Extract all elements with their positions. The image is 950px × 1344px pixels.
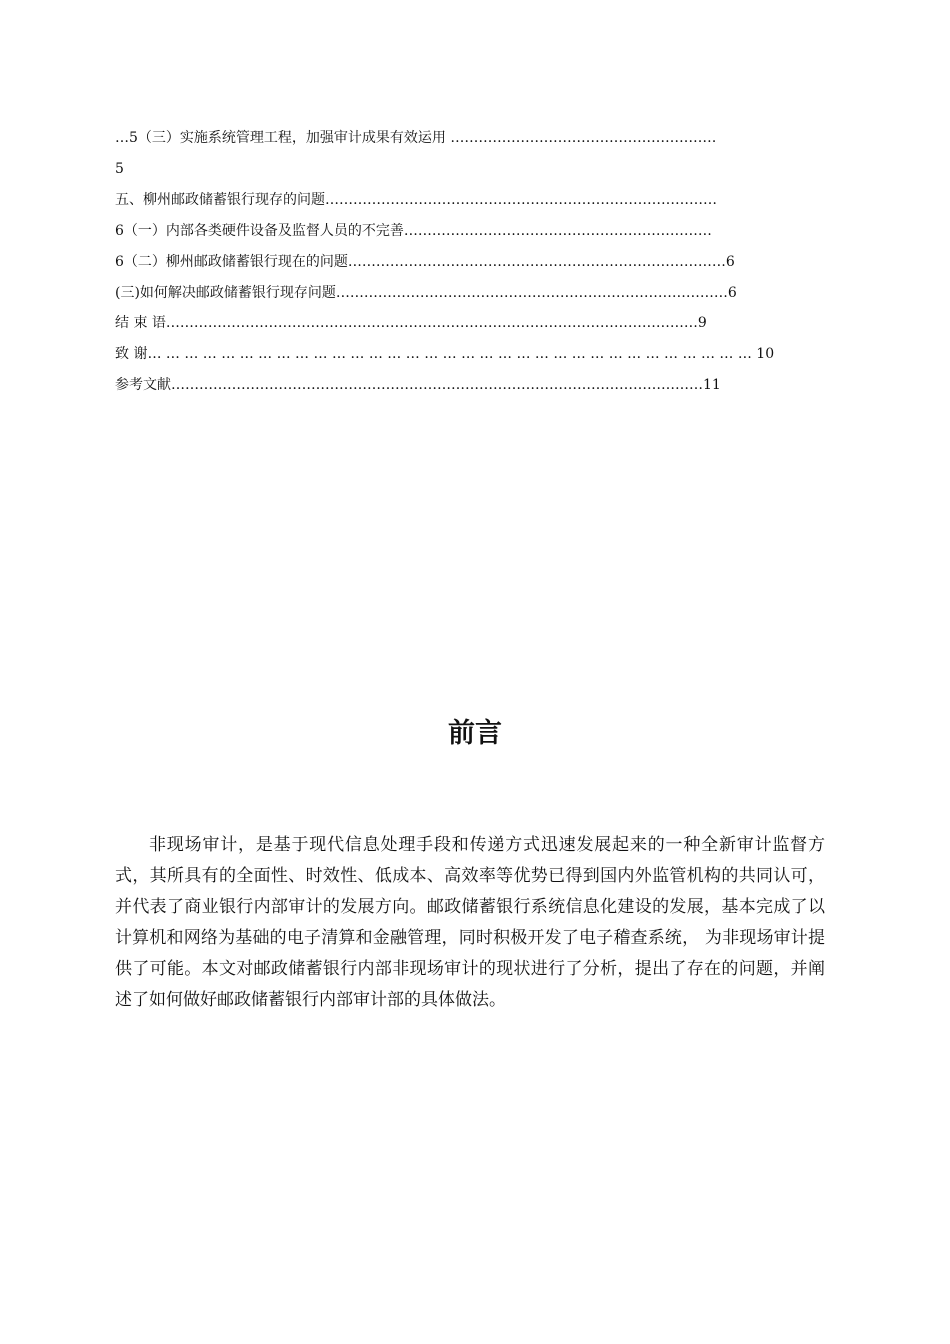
toc-entry[interactable]: 6（二）柳州邮政储蓄银行现在的问题………………………………………………………………………6 [115,254,735,270]
toc-entry[interactable]: (三)如何解决邮政储蓄银行现存问题…………………………………………………………………………6 [115,285,737,301]
toc-entry[interactable]: 结 束 语……………………………………………………………………………………………………9 [115,315,707,331]
toc-entry[interactable]: …5（三）实施系统管理工程，加强审计成果有效运用 ………………………………………………… [115,130,717,146]
toc-entry[interactable]: 参考文献……………………………………………………………………………………………………11 [115,377,721,393]
toc-page-number: 5 [115,161,124,177]
toc-entry[interactable]: 致 谢… … … … … … … … … … … … … … … … … … … … … … … … … … … … … … … … … 10 [115,346,775,362]
preface-title: 前言 [448,718,502,749]
toc-entry[interactable]: 五、柳州邮政储蓄银行现存的问题………………………………………………………………………… [115,192,717,208]
toc-entry[interactable]: 6（一）内部各类硬件设备及监督人员的不完善………………………………………………………… [115,223,712,239]
preface-body: 非现场审计，是基于现代信息处理手段和传递方式迅速发展起来的一种全新审计监督方式，其所具有的全面性、时效性、低成本、高效率等优势已得到国内外监管机构的共同认可，并代表了商业银行内部审计的发展方向。邮政储蓄银行系统信息化建设的发展，基本完成了以计算机和网络为基础的电子清算和金融管理，同时积极开发了电子稽查系统， 为非现场审计提供了可能。本文对邮政储蓄银行内部非现场审计的现状进行了分析，提出了存在的问题，并阐述了如何做好邮政储蓄银行内部审计部的具体做法。 [115,835,825,1010]
